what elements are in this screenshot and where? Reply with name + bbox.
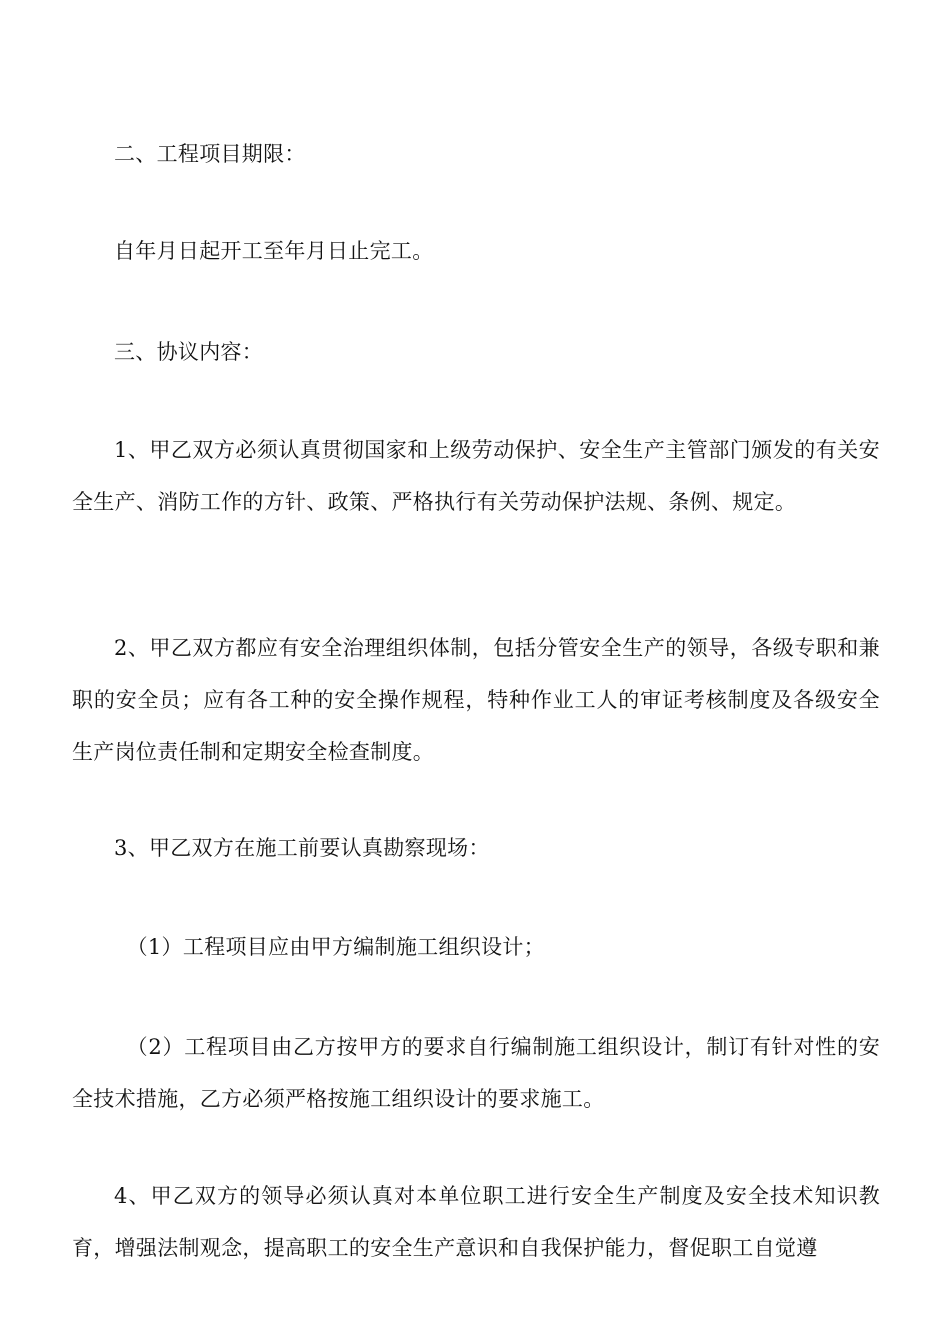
clause-3: 3、甲乙双方在施工前要认真勘察现场： bbox=[114, 836, 490, 860]
clause-3-item-1: （1）工程项目应由甲方编制施工组织设计； bbox=[126, 935, 545, 959]
clause-3-item-2: （2）工程项目由乙方按甲方的要求自行编制施工组织设计，制订有针对性的安全技术措施，乙方必须严格按施工组织设计的要求施工。 bbox=[72, 1035, 880, 1111]
section-heading-project-period: 二、工程项目期限： bbox=[114, 142, 306, 166]
project-period-text: 自年月日起开工至年月日止完工。 bbox=[114, 239, 434, 263]
clause-4: 4、甲乙双方的领导必须认真对本单位职工进行安全生产制度及安全技术知识教育，增强法制观念，提高职工的安全生产意识和自我保护能力，督促职工自觉遵 bbox=[72, 1184, 880, 1260]
clause-1: 1、甲乙双方必须认真贯彻国家和上级劳动保护、安全生产主管部门颁发的有关安全生产、消防工作的方针、政策、严格执行有关劳动保护法规、条例、规定。 bbox=[72, 438, 880, 514]
clause-2: 2、甲乙双方都应有安全治理组织体制，包括分管安全生产的领导，各级专职和兼职的安全员；应有各工种的安全操作规程，特种作业工人的审证考核制度及各级安全生产岗位责任制和定期安全检查制度。 bbox=[72, 636, 880, 764]
section-heading-agreement-content: 三、协议内容： bbox=[114, 340, 264, 364]
